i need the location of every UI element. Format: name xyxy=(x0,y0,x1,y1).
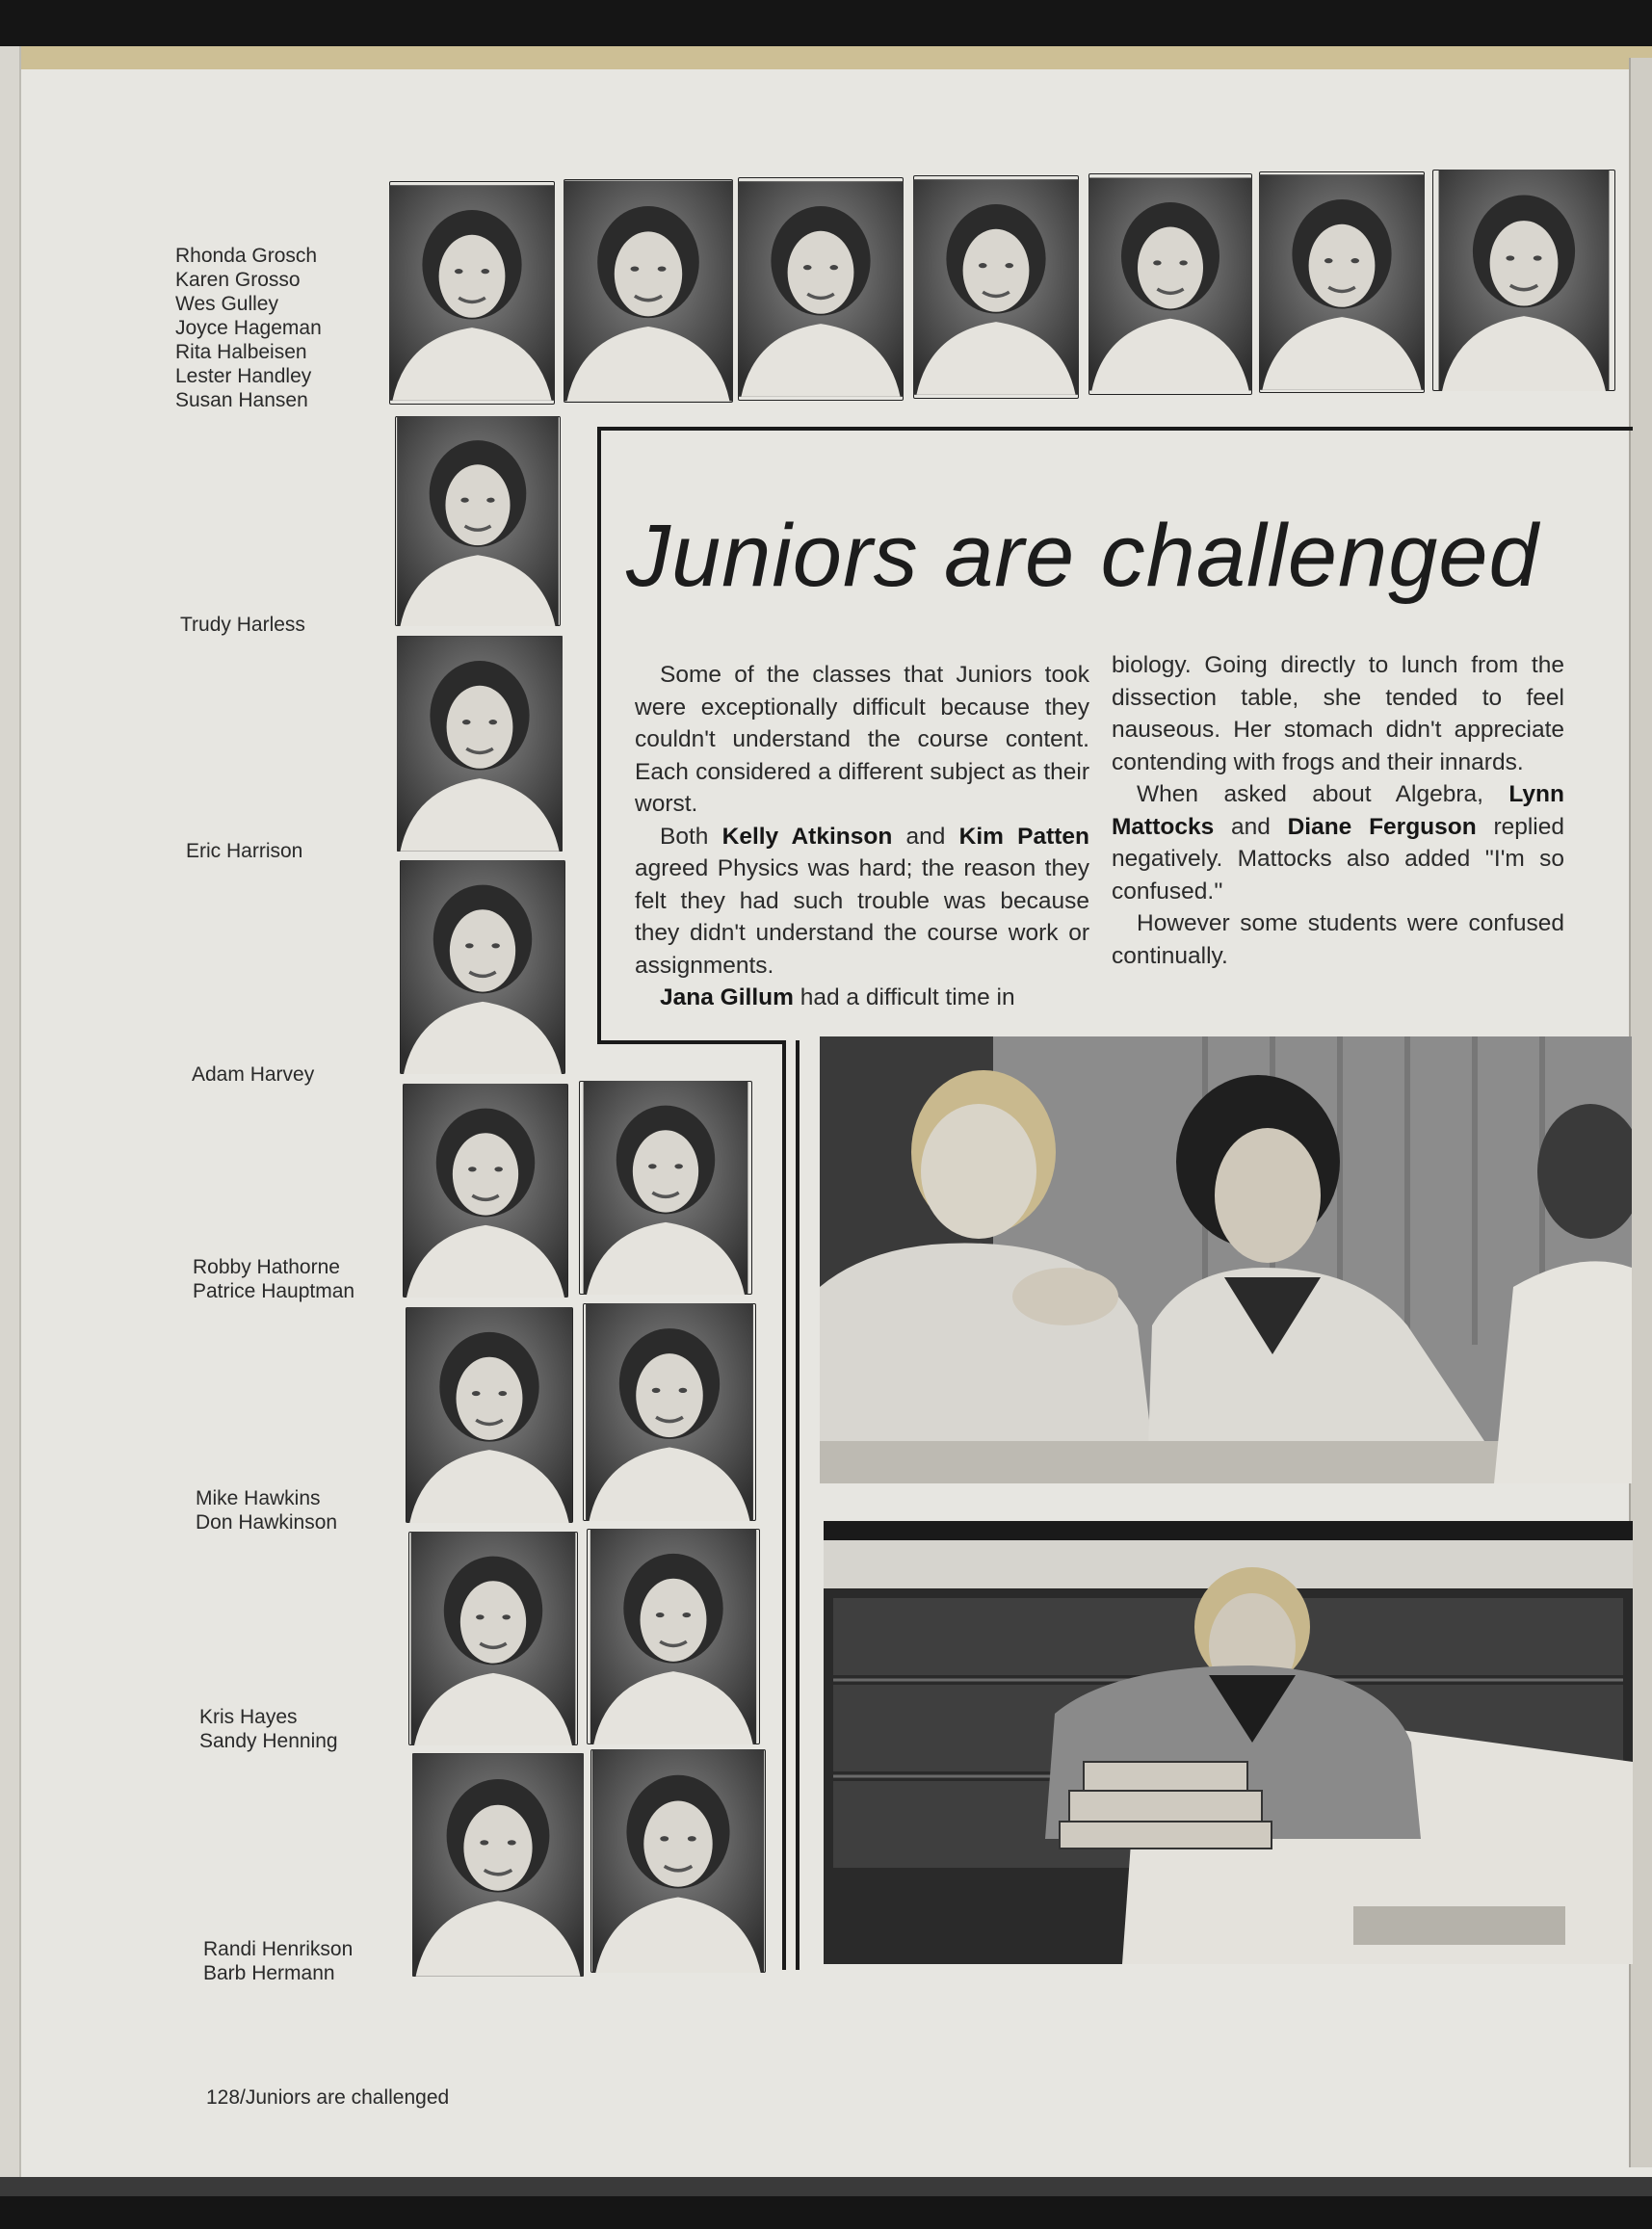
text-run: When asked about Algebra, xyxy=(1137,781,1509,807)
student-name: Lester Handley xyxy=(175,365,312,387)
page-footer: 128/Juniors are challenged xyxy=(206,2086,450,2109)
portrait-photo xyxy=(913,175,1079,399)
portrait-photo xyxy=(395,416,561,626)
student-name: Robby Hathorne xyxy=(193,1256,340,1278)
binding-edge xyxy=(0,46,21,2194)
portrait-photo xyxy=(408,1532,578,1745)
text-run: Both xyxy=(660,823,722,850)
candid-photo-classroom xyxy=(820,1036,1632,1483)
student-name: Karen Grosso xyxy=(175,269,301,291)
name-pair xyxy=(193,1255,354,1303)
portrait-photo xyxy=(406,1307,573,1523)
frame-rule-inner2 xyxy=(796,1040,800,1970)
article-paragraph xyxy=(1112,778,1564,907)
student-name: Kris Hayes xyxy=(199,1706,298,1728)
article-paragraph xyxy=(635,982,1089,1014)
article-paragraph: However some students were confused continually. xyxy=(1112,910,1564,969)
portrait-photo xyxy=(587,1529,760,1744)
student-name: Patrice Hauptman xyxy=(193,1280,355,1302)
student-name: Randi Henrikson xyxy=(203,1938,354,1960)
portrait-photo xyxy=(1088,173,1252,395)
candid-photo-library xyxy=(824,1521,1633,1964)
portrait-photo xyxy=(397,636,563,852)
portrait-photo xyxy=(412,1753,584,1977)
student-name-bold: Kim Patten xyxy=(958,823,1090,850)
article-paragraph xyxy=(635,821,1089,983)
student-name: Mike Hawkins xyxy=(196,1487,321,1509)
portrait-photo xyxy=(1432,170,1615,391)
portrait-photo xyxy=(583,1303,756,1521)
page-top-edge xyxy=(0,46,1652,69)
student-name-bold: Lynn Mattocks xyxy=(1112,781,1564,840)
student-name: Joyce Hageman xyxy=(175,317,322,339)
text-run: replied negatively. Mattocks also added ''I'm so confused.'' xyxy=(1112,813,1564,905)
portrait-photo xyxy=(403,1084,568,1298)
frame-rule-top xyxy=(597,427,1633,431)
frame-rule-step xyxy=(597,1040,785,1044)
article-paragraph: biology. Going directly to lunch from the dissection table, she tended to feel nauseous. Her stomach didn't appreciate contending with frogs and their innards. xyxy=(1112,652,1564,775)
student-name: Trudy Harless xyxy=(180,614,305,636)
portrait-photo xyxy=(389,181,555,405)
article-column-2 xyxy=(1112,649,1564,972)
frame-rule-inner xyxy=(782,1040,786,1970)
student-name-bold: Kelly Atkinson xyxy=(721,823,893,850)
student-name: Eric Harrison xyxy=(186,840,303,862)
student-name: Barb Hermann xyxy=(203,1962,335,1984)
student-name: Sandy Henning xyxy=(199,1730,338,1752)
name-pair xyxy=(196,1486,337,1534)
student-name-bold: Jana Gillum xyxy=(660,984,794,1010)
student-name: Wes Gulley xyxy=(175,293,278,315)
portrait-photo xyxy=(564,179,733,403)
student-name: Rita Halbeisen xyxy=(175,341,307,363)
name-pair xyxy=(199,1705,338,1753)
student-name: Adam Harvey xyxy=(192,1063,315,1086)
student-name-bold: Diane Ferguson xyxy=(1287,813,1477,840)
name-pair xyxy=(203,1937,353,1985)
portrait-photo xyxy=(579,1081,752,1295)
name-list-top-row xyxy=(175,244,322,412)
student-name: Don Hawkinson xyxy=(196,1511,338,1534)
student-name: Susan Hansen xyxy=(175,389,308,411)
article-paragraph: Some of the classes that Juniors took were exceptionally difficult because they couldn't understand the course content. Each considered a different subject as their worst. xyxy=(635,662,1089,817)
page-bottom-edge xyxy=(0,2177,1652,2196)
text-run: agreed Physics was hard; the reason they felt they had such trouble was because they didn't understand the course work or assignments. xyxy=(635,855,1089,979)
frame-rule-left xyxy=(597,427,601,1043)
student-name: Rhonda Grosch xyxy=(175,245,318,267)
portrait-photo xyxy=(590,1749,766,1973)
text-run: and xyxy=(1214,813,1288,840)
article-column-1 xyxy=(635,659,1089,1014)
text-run: and xyxy=(892,823,959,850)
portrait-photo xyxy=(1259,171,1425,393)
portrait-photo xyxy=(400,860,565,1074)
page-headline: Juniors are challenged xyxy=(626,507,1539,605)
portrait-photo xyxy=(738,177,904,401)
text-run: had a difficult time in xyxy=(793,984,1015,1010)
